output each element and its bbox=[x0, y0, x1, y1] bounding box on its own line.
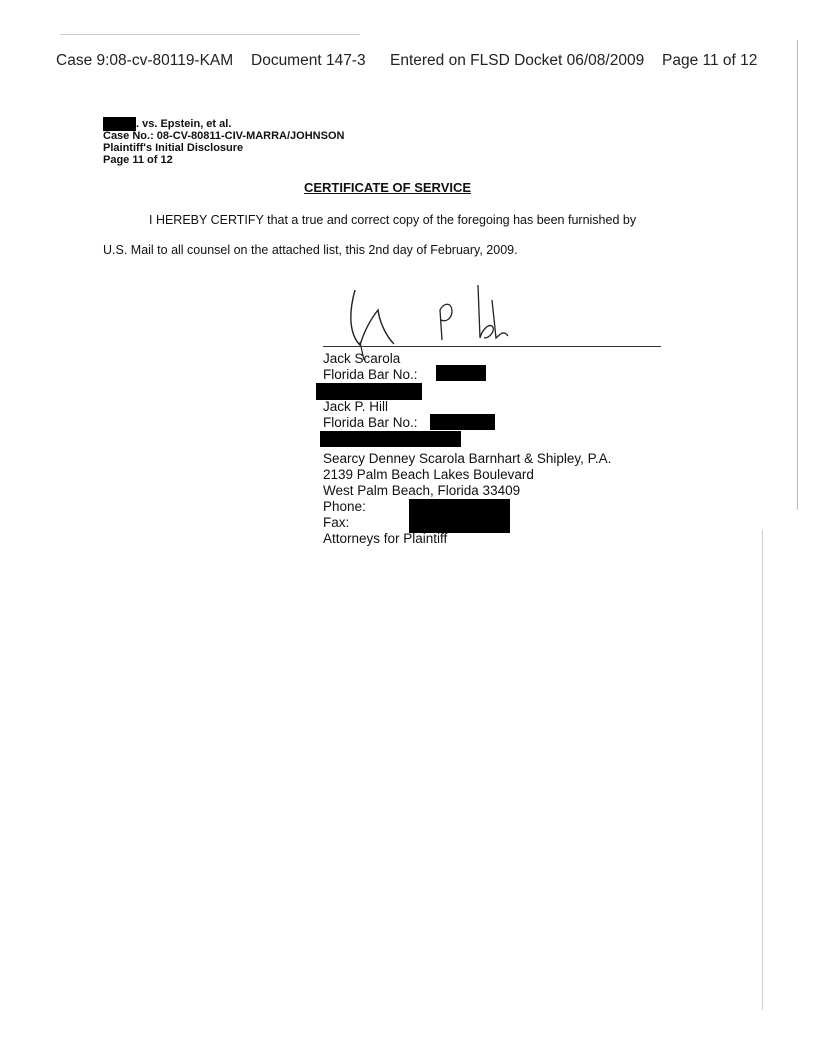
caption-document-title: Plaintiff's Initial Disclosure bbox=[103, 142, 244, 154]
certificate-text-line-1: I HEREBY CERTIFY that a true and correct copy of the foregoing has been furnished by bbox=[149, 213, 637, 227]
caption-page-number: Page 11 of 12 bbox=[103, 154, 173, 166]
redaction-phone-fax bbox=[409, 499, 510, 533]
certificate-text-line-2: U.S. Mail to all counsel on the attached list, this 2nd day of February, 2009. bbox=[103, 243, 518, 257]
signature-line bbox=[323, 346, 661, 347]
redaction-bar-number-1 bbox=[436, 365, 486, 381]
redaction-plaintiff-name bbox=[103, 117, 136, 131]
firm-address-street: 2139 Palm Beach Lakes Boulevard bbox=[323, 467, 534, 482]
attorney-name-1: Jack Scarola bbox=[323, 351, 401, 366]
docket-case-number: Case 9:08-cv-80119-KAM bbox=[56, 52, 234, 69]
certificate-title: CERTIFICATE OF SERVICE bbox=[303, 180, 472, 195]
attorney-bar-label-1: Florida Bar No.: bbox=[323, 367, 418, 382]
caption-case-number: Case No.: 08-CV-80811-CIV-MARRA/JOHNSON bbox=[103, 130, 345, 142]
attorneys-role: Attorneys for Plaintiff bbox=[323, 531, 448, 546]
firm-address-city: West Palm Beach, Florida 33409 bbox=[323, 483, 521, 498]
docket-page-number: Page 11 of 12 bbox=[662, 52, 758, 69]
scan-artifact-top bbox=[60, 34, 360, 35]
docket-entered-date: Entered on FLSD Docket 06/08/2009 bbox=[390, 52, 645, 69]
firm-name: Searcy Denney Scarola Barnhart & Shipley, P.A. bbox=[323, 451, 612, 466]
scan-edge-line-upper bbox=[797, 40, 798, 510]
redaction-email-2 bbox=[320, 431, 461, 447]
scan-edge-line-lower bbox=[762, 530, 763, 1010]
attorney-bar-label-2: Florida Bar No.: bbox=[323, 415, 418, 430]
redaction-email-1 bbox=[316, 383, 422, 400]
redaction-bar-number-2 bbox=[430, 414, 495, 430]
fax-label: Fax: bbox=[323, 515, 350, 530]
docket-document-number: Document 147-3 bbox=[251, 52, 366, 69]
caption-line-1: . vs. Epstein, et al. bbox=[136, 118, 232, 130]
attorney-name-2: Jack P. Hill bbox=[323, 399, 389, 414]
phone-label: Phone: bbox=[323, 499, 366, 514]
